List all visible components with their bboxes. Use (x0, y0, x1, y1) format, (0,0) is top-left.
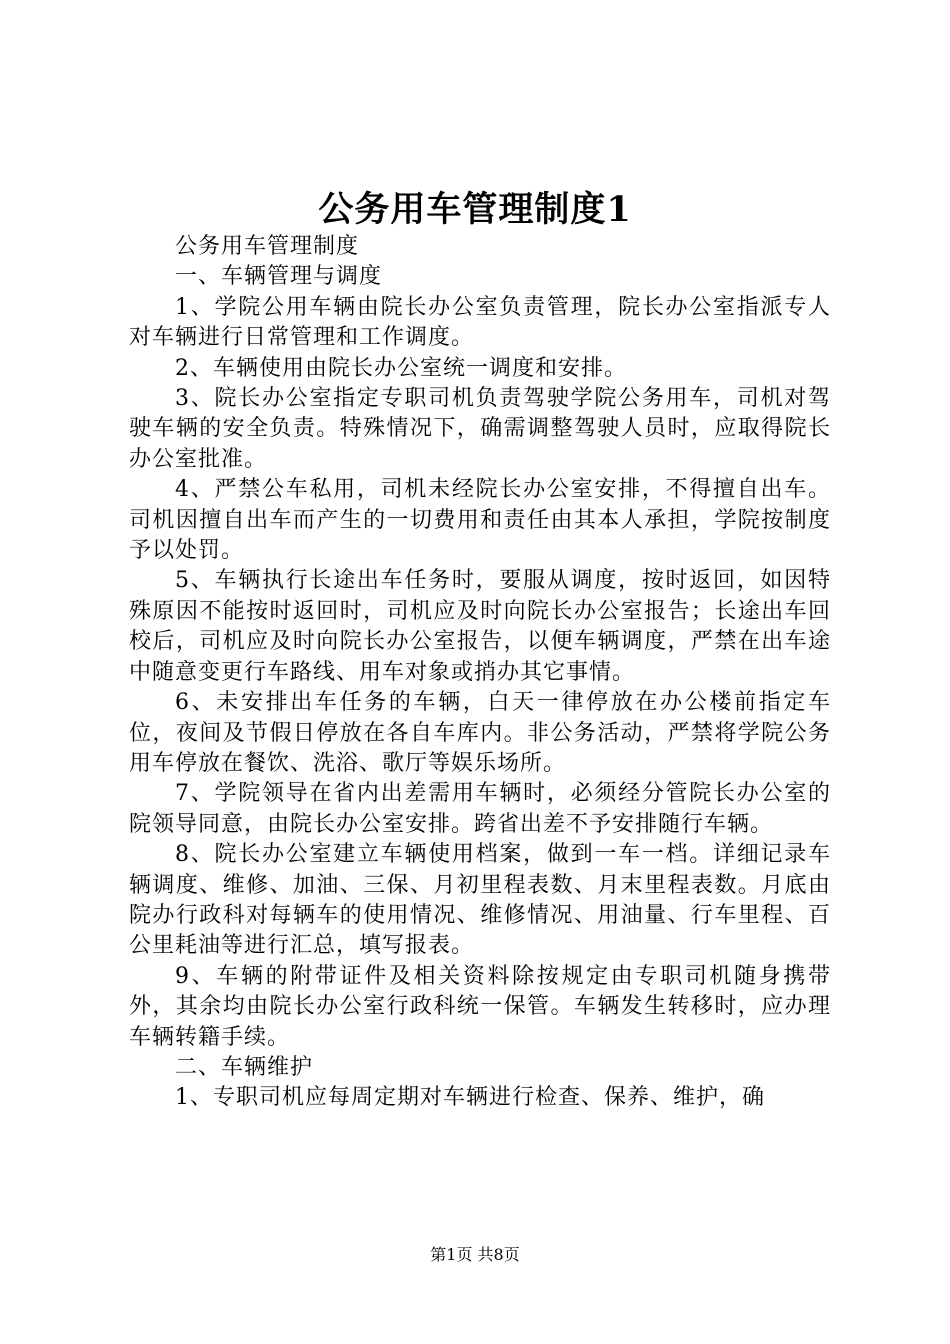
paragraph-item-9: 9、车辆的附带证件及相关资料除按规定由专职司机随身携带外，其余均由院长办公室行政科统一保管。车辆发生转移时，应办理车辆转籍手续。 (129, 963, 831, 1050)
paragraph-item-1: 1、学院公用车辆由院长办公室负责管理，院长办公室指派专人对车辆进行日常管理和工作调度。 (129, 294, 831, 351)
paragraph-item-8: 8、院长办公室建立车辆使用档案，做到一车一档。详细记录车辆调度、维修、加油、三保、月初里程表数、月末里程表数。月底由院办行政科对每辆车的使用情况、维修情况、用油量、行车里程、百公里耗油等进行汇总，填写报表。 (129, 842, 831, 959)
section-heading-2: 二、车辆维护 (175, 1054, 314, 1080)
paragraph-item-3: 3、院长办公室指定专职司机负责驾驶学院公务用车，司机对驾驶车辆的安全负责。特殊情况下，确需调整驾驶人员时，应取得院长办公室批准。 (129, 386, 831, 472)
paragraph-item-4: 4、严禁公车私用，司机未经院长办公室安排，不得擅自出车。司机因擅自出车而产生的一切费用和责任由其本人承担，学院按制度予以处罚。 (129, 477, 831, 564)
paragraph-item-7: 7、学院领导在省内出差需用车辆时，必须经分管院长办公室的院领导同意，由院长办公室安排。跨省出差不予安排随行车辆。 (129, 781, 831, 837)
paragraph-item-6: 6、未安排出车任务的车辆，白天一律停放在办公楼前指定车位，夜间及节假日停放在各自车库内。非公务活动，严禁将学院公务用车停放在餐饮、洗浴、歌厅等娱乐场所。 (129, 690, 831, 776)
document-title: 公务用车管理制度1 (318, 189, 632, 230)
document-body (129, 232, 831, 1114)
paragraph-item-5: 5、车辆执行长途出车任务时，要服从调度，按时返回，如因特殊原因不能按时返回时，司机应及时向院长办公室报告；长途出车回校后，司机应及时向院长办公室报告，以便车辆调度，严禁在出车途中随意变更行车路线、用车对象或捎办其它事情。 (129, 568, 831, 685)
paragraph-subtitle: 公务用车管理制度 (175, 234, 360, 259)
page-number-footer: 第1页 共8页 (430, 1245, 520, 1264)
paragraph-item-2: 2、车辆使用由院长办公室统一调度和安排。 (175, 355, 627, 381)
paragraph-maintenance-1: 1、专职司机应每周定期对车辆进行检查、保养、维护，确 (175, 1085, 765, 1111)
section-heading-1: 一、车辆管理与调度 (175, 264, 383, 290)
